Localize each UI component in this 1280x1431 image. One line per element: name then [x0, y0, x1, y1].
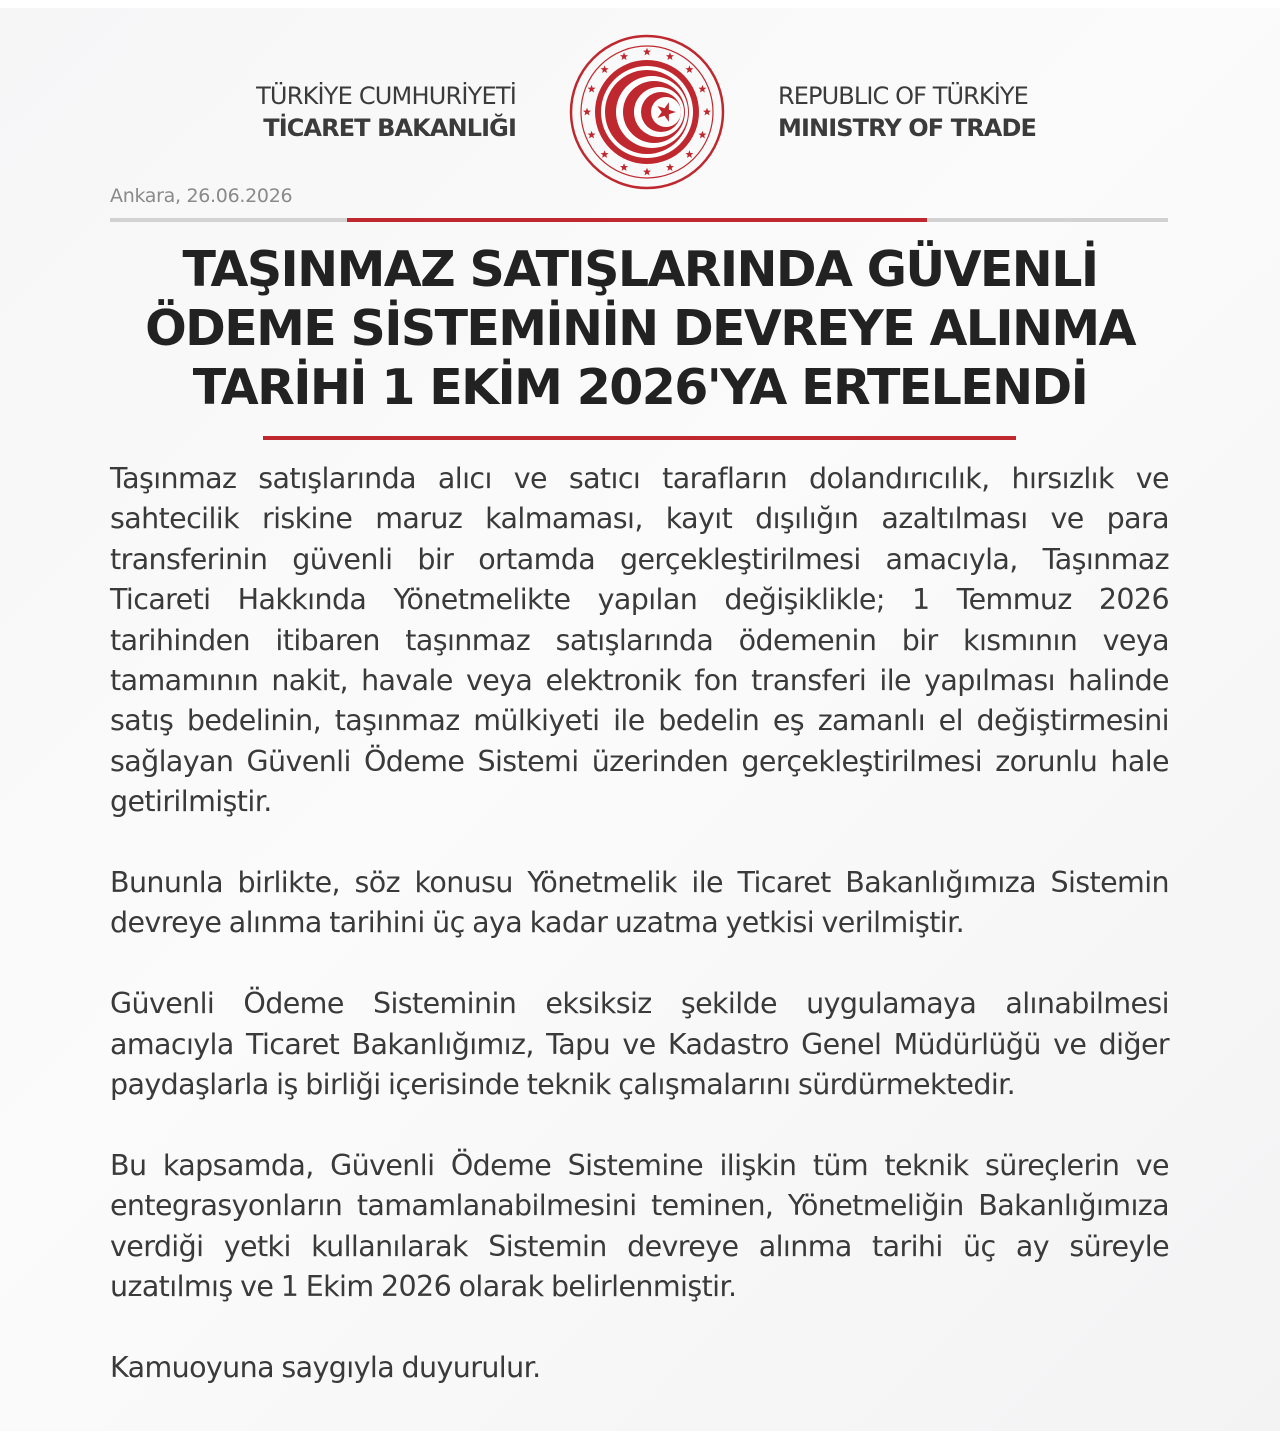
- release-date: Ankara, 26.06.2026: [110, 185, 293, 207]
- header-left-line2: TİCARET BAKANLIĞI: [263, 114, 516, 142]
- emblem-star-icon: [601, 150, 609, 158]
- emblem-star-icon: [666, 163, 674, 171]
- header-right-line1: REPUBLIC OF TÜRKİYE: [778, 82, 1028, 110]
- release-title: [110, 240, 1170, 417]
- paragraph-4: Bu kapsamda, Güvenli Ödeme Sistemine ilişkin tüm teknik süreçlerin ve entegrasyonların tamamlanabilmesini teminen, Yönetmeliğin Bakanlığımıza verdiği yetki kullanılarak Sistemin devreye alınma tarihi üç ay süreyle uzatılmış ve 1 Ekim 2026 olarak belirlenmiştir.: [110, 1148, 1169, 1304]
- emblem-star-icon: [685, 150, 693, 158]
- title-line-2: ÖDEME SİSTEMİNİN DEVREYE ALINMA: [145, 300, 1135, 357]
- emblem-star-icon: [698, 131, 706, 139]
- ministry-name-turkish: [234, 80, 516, 144]
- emblem-star-icon: [588, 131, 596, 139]
- paragraph-1: Taşınmaz satışlarında alıcı ve satıcı tarafların dolandırıcılık, hırsızlık ve sahtecilik riskine maruz kalmaması, kayıt dışılığın azaltılması ve para transferinin güvenli bir ortamda gerçekleştirilmesi amacıyla, Taşınmaz Ticareti Hakkında Yönetmelikte yapılan değişiklikle; 1 Temmuz 2026 tarihinden itibaren taşınmaz satışlarında ödemenin bir kısmının veya tamamının nakit, havale veya elektronik fon transferi ile yapılması halinde satış bedelinin, taşınmaz mülkiyeti ile bedelin eş zamanlı el değiştirmesini sağlayan Güvenli Ödeme Sistemi üzerinden gerçekleştirilmesi zorunlu hale getirilmiştir.: [110, 462, 1169, 819]
- emblem-star-icon: [666, 52, 674, 60]
- title-line-3: TARİHİ 1 EKİM 2026'YA ERTELENDİ: [192, 359, 1088, 416]
- emblem-star-icon: [620, 52, 628, 60]
- ministry-emblem-icon: [568, 33, 726, 191]
- header-left-line1: TÜRKİYE CUMHURİYETİ: [256, 82, 516, 110]
- emblem-star-icon: [620, 163, 628, 171]
- emblem-star-icon: [583, 108, 591, 116]
- ministry-name-english: [778, 80, 1068, 144]
- emblem-star-icon: [643, 48, 651, 56]
- title-line-1: TAŞINMAZ SATIŞLARINDA GÜVENLİ: [182, 241, 1098, 298]
- emblem-star-icon: [588, 85, 596, 93]
- emblem-star-icon: [643, 168, 651, 176]
- paragraph-2: Bununla birlikte, söz konusu Yönetmelik ile Ticaret Bakanlığımıza Sistemin devreye alınma tarihini üç aya kadar uzatma yetkisi verilmiştir.: [110, 866, 1169, 940]
- divider-red-bottom: [263, 436, 1016, 440]
- header-right-line2: MINISTRY OF TRADE: [778, 114, 1036, 142]
- closing-line: Kamuoyuna saygıyla duyurulur.: [110, 1350, 541, 1384]
- divider-red-top: [347, 218, 927, 222]
- emblem-star-icon: [703, 108, 711, 116]
- emblem-star-icon: [698, 85, 706, 93]
- emblem-star-icon: [601, 65, 609, 73]
- paragraph-3: Güvenli Ödeme Sisteminin eksiksiz şekilde uygulamaya alınabilmesi amacıyla Ticaret Bakanlığımız, Tapu ve Kadastro Genel Müdürlüğü ve diğer paydaşlarla iş birliği içerisinde teknik çalışmalarını sürdürmektedir.: [110, 987, 1169, 1102]
- release-body: [110, 459, 1169, 1388]
- emblem-star-icon: [685, 65, 693, 73]
- top-edge: [0, 0, 1280, 8]
